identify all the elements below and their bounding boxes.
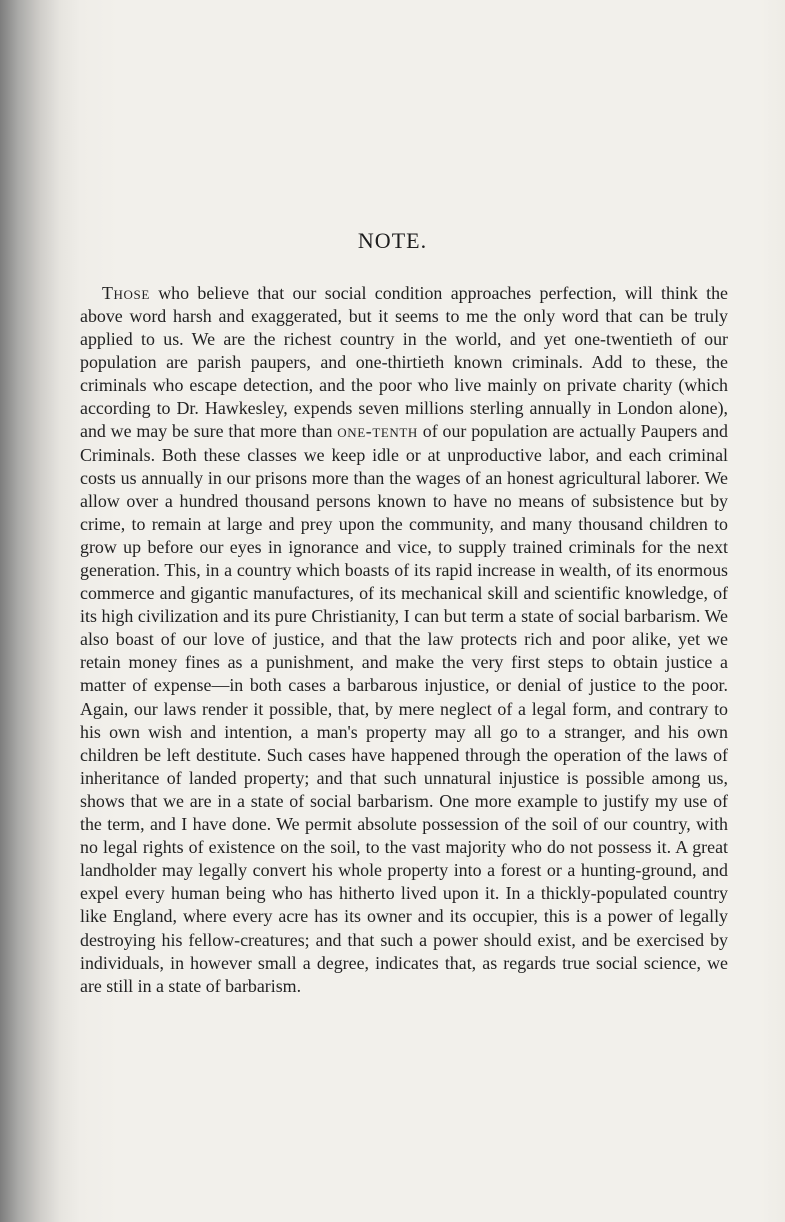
note-paragraph xyxy=(80,282,728,998)
page-title: NOTE. xyxy=(357,228,428,253)
paragraph-text-part-1: who believe that our social condition approaches perfection, will think the above word harsh and exaggerated, but it seems to me the only word that can be truly applied to us. We are the richest country in the world, and yet one-twentieth of our population are parish paupers, and one-thirtieth known criminals. Add to these, the criminals who escape detection, and the poor who live mainly on private charity (which according to Dr. Hawkesley, expends seven millions sterling annually in London alone), and we may be sure that more than xyxy=(80,282,728,442)
paragraph-text-part-2: of our population are actually Paupers and Criminals. Both these classes we keep idle or at unproductive labor, and each criminal costs us annually in our prisons more than the wages of an honest agricultural laborer. We allow over a hundred thousand persons known to have no means of subsistence but by crime, to remain at large and prey upon the community, and many thousand children to grow up before our eyes in ignorance and vice, to supply trained criminals for the next generation. This, in a country which boasts of its rapid increase in wealth, of its enormous commerce and gigantic manufactures, of its mechanical skill and scientific knowledge, of its high civilization and its pure Christianity, I can but term a state of social barbarism. We also boast of our love of justice, and that the law protects rich and poor alike, yet we retain money fines as a punishment, and make the very first steps to obtain justice a matter of expense—in both cases a barbarous injustice, or denial of justice to the poor. Again, our laws render it possible, that, by mere neglect of a legal form, and contrary to his own wish and intention, a man's property may all go to a stranger, and his own children be left destitute. Such cases have happened through the operation of the laws of inheritance of landed property; and that such unnatural injustice is possible among us, shows that we are in a state of social barbarism. One more example to justify my use of the term, and I have done. We permit absolute possession of the soil of our country, with no legal rights of existence on the soil, to the vast majority who do not possess it. A great landholder may legally convert his whole property into a forest or a hunting-ground, and expel every human being who has hitherto lived upon it. In a thickly-populated country like England, where every acre has its owner and its occupier, this is a power of legally destroying his fellow-creatures; and that such a power should exist, and be exercised by individuals, in however small a degree, indicates that, as regards true social science, we are still in a state of barbarism. xyxy=(80,421,728,996)
lead-word: Those xyxy=(102,282,150,303)
bleed-through-shadow xyxy=(260,20,720,230)
emphasis-one-tenth: one-tenth xyxy=(337,421,418,442)
